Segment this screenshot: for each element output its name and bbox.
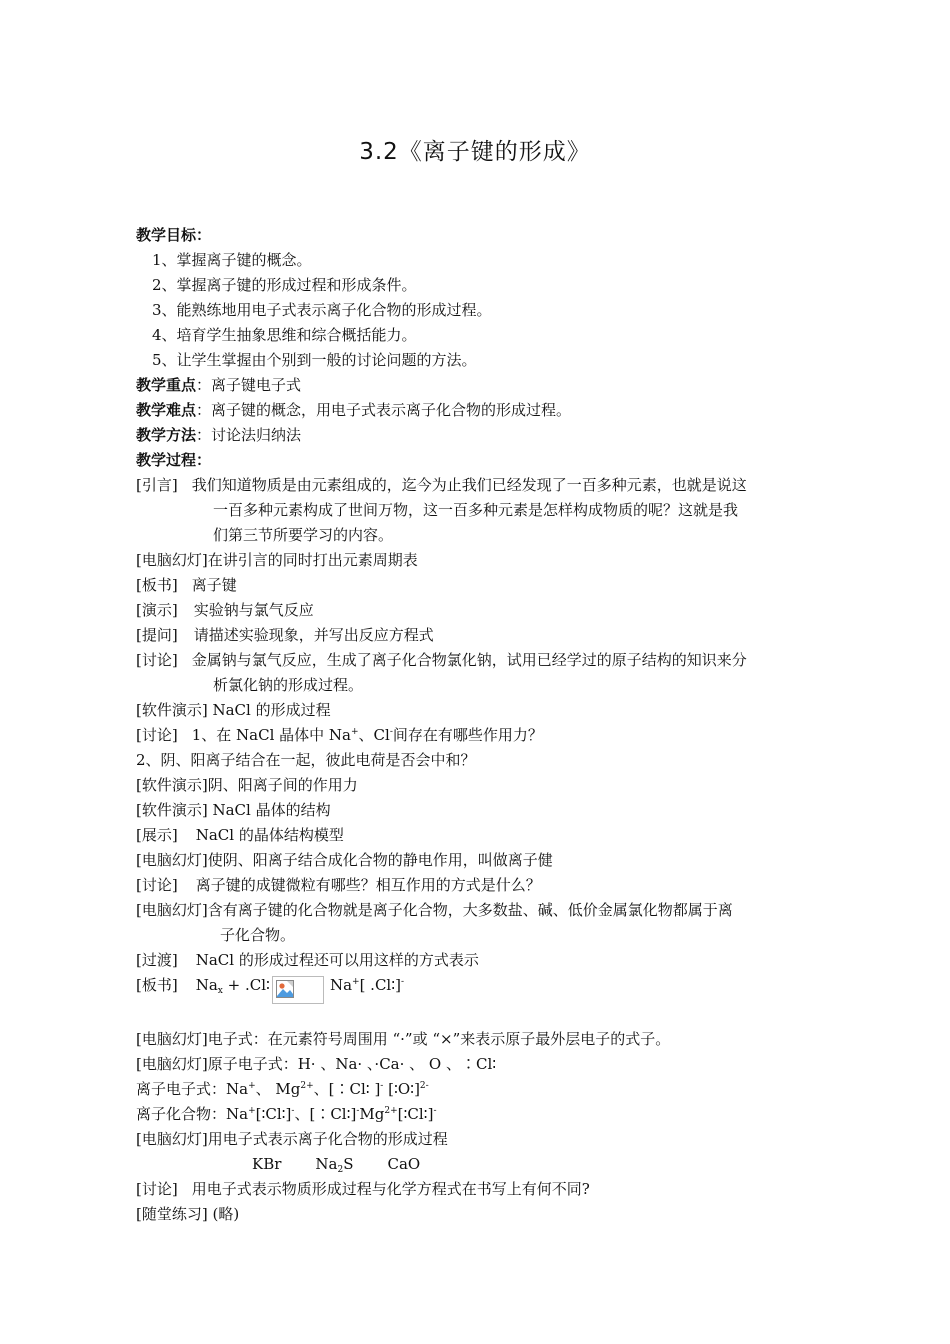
discussion-particles-line — [136, 873, 826, 898]
charge-question: 2、阴、阳离子结合在一起，彼此电荷是否会中和？ — [136, 751, 476, 769]
intro-text-3: 们第三节所要学习的内容。 — [213, 526, 394, 544]
discussion-text-1: 金属钠与氯气反应，生成了离子化合物氯化钠，试用已经学过的原子结构的知识来分 — [191, 651, 747, 669]
board-text: 离子键 — [191, 576, 237, 594]
classroom-exercise: [随堂练习] (略) — [136, 1205, 240, 1223]
compound-na2s: S — [343, 1155, 354, 1173]
intro-text-2: 一百多种元素构成了世间万物，这一百多种元素是怎样构成物质的呢？这就是我 — [213, 501, 739, 519]
superscript: + — [352, 977, 360, 987]
formula-text: 离子化合物：Na — [136, 1105, 249, 1123]
superscript: - — [380, 1081, 384, 1091]
discussion-tag: [讨论] — [136, 1180, 178, 1198]
formula-text: 、 Mg — [255, 1080, 301, 1098]
intro-line — [136, 473, 826, 498]
subscript: x — [217, 986, 223, 996]
software-demo-structure: [软件演示] NaCl 晶体的结构 — [136, 801, 331, 819]
transition-line — [136, 948, 826, 973]
board-tag: [板书] — [136, 576, 178, 594]
objective-item: 1、掌握离子键的概念。 — [152, 251, 312, 269]
formula-text: 、[∶Cl∶] — [294, 1105, 357, 1123]
difficulty-line — [136, 398, 826, 423]
superscript: - — [356, 1106, 360, 1116]
discussion-line — [136, 648, 826, 673]
question-line — [136, 623, 826, 648]
discussion-tag: [讨论] — [136, 651, 178, 669]
compound-kbr: KBr — [252, 1155, 282, 1173]
show-tag: [展示] — [136, 826, 178, 844]
demo-text: 实验钠与氯气反应 — [193, 601, 314, 619]
objective-item: 3、能熟练地用电子式表示离子化合物的形成过程。 — [152, 301, 492, 319]
formula-text: Na — [195, 976, 218, 994]
formula-text: + .Cl∶ — [222, 976, 270, 994]
spacer — [136, 1002, 826, 1027]
focus-line — [136, 373, 826, 398]
objectives-heading: 教学目标： — [136, 226, 212, 244]
slide-formation-process: [电脑幻灯]用电子式表示离子化合物的形成过程 — [136, 1130, 448, 1148]
slide-periodic-table: [电脑幻灯]在讲引言的同时打出元素周期表 — [136, 551, 418, 569]
discussion-particles-text: 离子键的成键微粒有哪些？相互作用的方式是什么？ — [195, 876, 541, 894]
board-tag: [板书] — [136, 976, 178, 994]
process-heading: 教学过程： — [136, 451, 212, 469]
difficulty-text: ：离子键的概念，用电子式表示离子化合物的形成过程。 — [196, 401, 572, 419]
transition-text: NaCl 的形成过程还可以用这样的方式表示 — [195, 951, 479, 969]
transition-tag: [过渡] — [136, 951, 178, 969]
objective-item: 5、让学生掌握由个别到一般的讨论问题的方法。 — [152, 351, 477, 369]
formula-text: [∶Cl∶] — [397, 1105, 434, 1123]
software-demo-forces: [软件演示]阴、阳离子间的作用力 — [136, 776, 358, 794]
discussion-text-2: 析氯化钠的形成过程。 — [213, 676, 364, 694]
focus-label: 教学重点 — [136, 376, 197, 394]
ion-electron-formula — [136, 1077, 826, 1102]
formula-text: [ .Cl∶] — [359, 976, 401, 994]
objective-item: 4、培育学生抽象思维和综合概括能力。 — [152, 326, 417, 344]
intro-tag: [引言] — [136, 476, 178, 494]
show-line — [136, 823, 826, 848]
discussion-forces-text: 1、在 NaCl 晶体中 Na — [191, 726, 351, 744]
formula-text: Na — [329, 976, 353, 994]
method-line — [136, 423, 826, 448]
ionic-compound-formula — [136, 1102, 826, 1127]
superscript: + — [248, 1106, 256, 1116]
question-text: 请描述实验现象，并写出反应方程式 — [193, 626, 434, 644]
software-demo-formation: [软件演示] NaCl 的形成过程 — [136, 701, 331, 719]
discussion-tag: [讨论] — [136, 726, 178, 744]
discussion-forces-text: 、Cl — [358, 726, 390, 744]
board-formula-line — [136, 973, 826, 1002]
discussion-difference-line — [136, 1177, 826, 1202]
slide-electron-formula: [电脑幻灯]电子式：在元素符号周围用 “·”或 “×”来表示原子最外层电子的式子。 — [136, 1030, 671, 1048]
question-tag: [提问] — [136, 626, 178, 644]
discussion-forces-text: 间存在有哪些作用力？ — [392, 726, 543, 744]
slide-atom-electron-formula: [电脑幻灯]原子电子式：H· 、Na· 、·Ca· 、 O 、∶Cl∶ — [136, 1055, 497, 1073]
superscript: 2+ — [384, 1106, 398, 1116]
formula-text: 、[∶Cl∶ ] — [313, 1080, 381, 1098]
compound-na2s: Na — [315, 1155, 338, 1173]
board-line — [136, 573, 826, 598]
compound-examples — [136, 1152, 826, 1177]
difficulty-label: 教学难点 — [136, 401, 197, 419]
slide-compound-2: 子化合物。 — [220, 926, 296, 944]
superscript: - — [389, 727, 393, 737]
formula-text: [∶Cl∶] — [255, 1105, 292, 1123]
superscript: + — [350, 727, 359, 737]
method-label: 教学方法 — [136, 426, 197, 444]
superscript: - — [400, 977, 405, 987]
formula-text: Mg — [359, 1105, 385, 1123]
slide-definition: [电脑幻灯]使阴、阳离子结合成化合物的静电作用，叫做离子健 — [136, 851, 553, 869]
objective-item: 2、掌握离子键的形成过程和形成条件。 — [152, 276, 417, 294]
page-title: 3.2《离子键的形成》 — [359, 139, 591, 165]
discussion-difference-text: 用电子式表示物质形成过程与化学方程式在书写上有何不同? — [191, 1180, 590, 1198]
superscript: - — [433, 1106, 437, 1116]
formula-text: [∶O∶] — [383, 1080, 420, 1098]
broken-image-icon — [272, 976, 324, 1004]
show-text: NaCl 的晶体结构模型 — [195, 826, 344, 844]
superscript: - — [291, 1106, 295, 1116]
superscript: 2+ — [300, 1081, 314, 1091]
superscript: 2- — [419, 1081, 429, 1091]
subscript: 2 — [337, 1165, 344, 1175]
discussion-forces-line — [136, 723, 826, 748]
discussion-tag: [讨论] — [136, 876, 178, 894]
demo-line — [136, 598, 826, 623]
intro-text-1: 我们知道物质是由元素组成的，迄今为止我们已经发现了一百多种元素，也就是说这 — [191, 476, 747, 494]
focus-text: ：离子键电子式 — [196, 376, 302, 394]
document-body — [136, 223, 826, 1227]
superscript: + — [248, 1081, 256, 1091]
demo-tag: [演示] — [136, 601, 178, 619]
formula-text: 离子电子式：Na — [136, 1080, 249, 1098]
method-text: ：讨论法归纳法 — [196, 426, 302, 444]
slide-compound-1: [电脑幻灯]含有离子键的化合物就是离子化合物，大多数盐、碱、低价金属氯化物都属于离 — [136, 901, 733, 919]
compound-cao: CaO — [387, 1155, 421, 1173]
